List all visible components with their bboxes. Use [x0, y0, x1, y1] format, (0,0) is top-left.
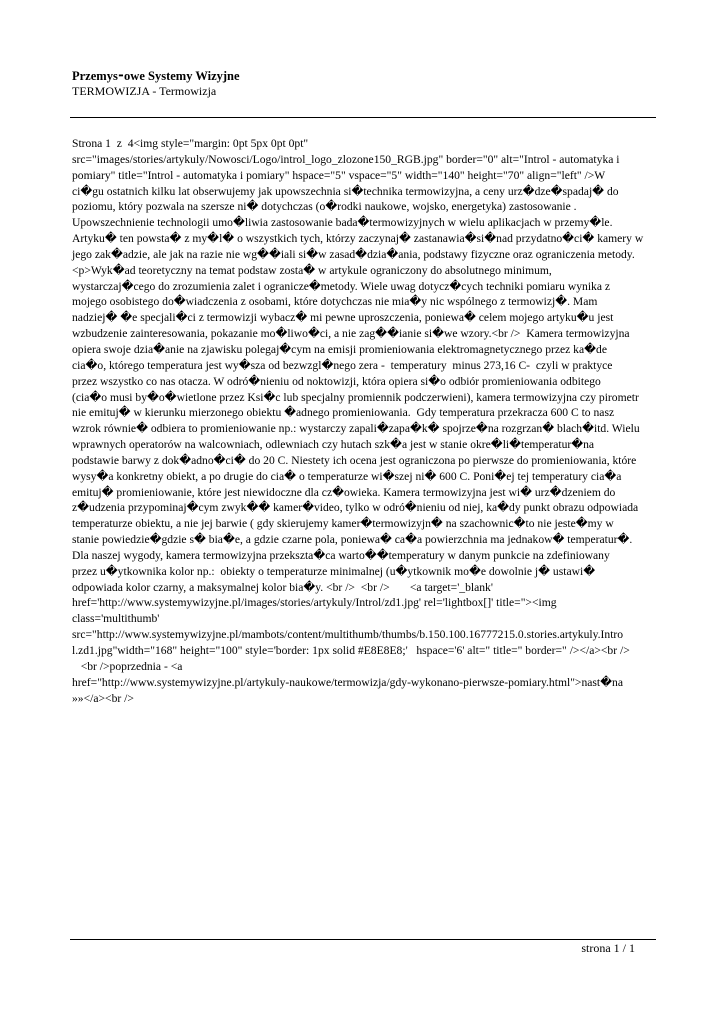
page-number: strona 1 / 1 [581, 941, 635, 955]
body-line: wystarczaj�cego do zrozumienia zalet i ogranicze�metody. Wiele uwag dotycz�cych techniki pomiaru wynika z [72, 279, 611, 293]
body-line: opiera swoje dzia�anie na zjawisku polegaj�cym na emisji promieniowania elektromagnetycznego przez ka�de [72, 342, 607, 356]
body-line: href='http://www.systemywizyjne.pl/images/stories/artykuly/Introl/zd1.jpg' rel='lightbox[]' title="><img [72, 596, 557, 610]
body-line: Upowszechnienie technologii umo�liwia zastosowanie bada�termowizyjnych w wielu aplikacjach w przemy�le. [72, 216, 613, 230]
body-line: Dla naszej wygody, kamera termowizyjna przekszta�ca warto��temperatury w danym punkcie na zdefiniowany [72, 548, 610, 562]
footer-divider [70, 939, 656, 940]
body-line: src="images/stories/artykuly/Nowosci/Logo/introl_logo_zlozone150_RGB.jpg" border="0" alt="Introl - automatyka i [72, 152, 620, 166]
body-line: ci�gu ostatnich kilku lat obserwujemy jak upowszechnia si�technika termowizyjna, a ceny urz�dze�spadaj� do [72, 184, 619, 198]
body-line: wprawnych operatorów na walcowniach, odlewniach czy hutach szk�a jest w stanie okre�li�temperatur�na [72, 438, 595, 452]
body-line: mojego osobistego do�wiadczenia z osobami, które dotychczas nie mia�y nic wspólnego z termowizj�. Mam [72, 295, 598, 309]
body-line: nadziej� �e specjali�ci z termowizji wybacz� mi pewne uproszczenia, poniewa� celem mojego artyku�u jest [72, 311, 614, 325]
body-line: stanie powiedzie�gdzie s� bia�e, a gdzie czarne pola, poniewa� ca�a powierzchnia ma jednakow� temperatur�. [72, 533, 633, 547]
document-subtitle: TERMOWIZJA - Termowizja [72, 84, 217, 98]
body-line: emituj� promieniowanie, które jest niewidoczne dla cz�owieka. Kamera termowizyjna jest wi� urz�dzeniem do [72, 485, 616, 499]
body-line: odpowiada kolor czarny, a maksymalnej kolor bia�y. <br /> <br /> <a target='_blank' [72, 580, 493, 594]
body-line: wzrok równie� odbiera to promieniowanie np.: wystarczy zapali�zapa�k� spojrze�na rozgrzan� blach�itd. Wielu [72, 422, 640, 436]
body-line: wzbudzenie zainteresowania, pokazanie mo�liwo�ci, a nie zag��ianie si�we wzory.<br /> Kamera termowizyjna [72, 327, 630, 341]
body-line: Strona 1 z 4<img style="margin: 0pt 5px 0pt 0pt" [72, 137, 309, 150]
body-line: class='multithumb' [72, 612, 160, 626]
body-line: z�udzenia przypominaj�cym zwyk�� kamer�video, tylko w odró�nieniu od niej, ka�dy punkt obrazu odpowiada [72, 501, 639, 515]
body-line: (cia�o musi by�o�wietlone przez Ksi�c lub specjalny promiennik podczerwieni), kamera termowizyjna czy pirometr [72, 390, 639, 404]
body-line: poziomu, który pozwala na szersze ni� dotychczas (o�rodki naukowe, wojsko, energetyka) zastosowanie . [72, 200, 577, 214]
body-line: »»</a><br /> [72, 691, 134, 705]
body-line: <br />poprzednia - <a [72, 659, 183, 673]
body-line: Artyku� ten powsta� z my�l� o wszystkich tych, którzy zaczynaj� zastanawia�si�nad przydatno�ci� kamery w [72, 232, 644, 246]
body-line: cia�o, którego temperatura jest wy�sza od bezwzgl�nego zera - temperatury minus 273,16 C- czyli w praktyce [72, 358, 613, 372]
body-line: temperaturze obiektu, a nie jej barwie ( gdy skierujemy kamer�termowizyjn� na szachownic�to nie jeste�my w [72, 517, 614, 531]
body-line: l.zd1.jpg"width="168" height="100" style='border: 1px solid #E8E8E8;' hspace='6' alt=" title=" border=" /></a><br /> [72, 644, 630, 657]
body-line: src="http://www.systemywizyjne.pl/mambots/content/multithumb/thumbs/b.150.100.16777215.0.stories.artykuly.Intro [72, 628, 624, 642]
body-line: podstawie barwy z dok�adno�ci� do 20 C. Niestety ich ocena jest ograniczona po pierwsze do promieniowania, które [72, 453, 637, 467]
article-body [72, 136, 662, 706]
document-title: Przemys⁃owe Systemy Wizyjne [72, 69, 240, 83]
body-line: przez wszystko co nas otacza. W odró�nieniu od noktowizji, która opiera si�o odbiór promieniowania odbitego [72, 374, 601, 388]
body-line: nie emituj� w kierunku mierzonego obiektu �adnego promieniowania. Gdy temperatura przekracza 600 C to nasz [72, 406, 615, 420]
body-line: wysy�a konkretny obiekt, a po drugie do cia� o temperaturze wi�szej ni� 600 C. Poni�ej tej temperatury cia�a [72, 469, 622, 483]
body-line: <p>Wyk�ad teoretyczny na temat podstaw zosta� w artykule ograniczony do absolutnego minimum, [72, 263, 552, 277]
body-line: pomiary" title="Introl - automatyka i pomiary" hspace="5" vspace="5" width="140" height="70" align="left" />W [72, 168, 606, 182]
body-line: jego zak�adzie, ale jak na razie nie wg��iali si�w zasad�dzia�ania, podstawy fizyczne oraz ograniczenia metody. [72, 247, 635, 261]
header-divider [70, 117, 656, 118]
body-line: przez u�ytkownika kolor np.: obiekty o temperaturze minimalnej (u�ytkownik mo�e dowolnie j� ustawi� [72, 564, 596, 578]
body-line: href="http://www.systemywizyjne.pl/artykuly-naukowe/termowizja/gdy-wykonano-pierwsze-pomiary.html">nast�na [72, 675, 623, 689]
